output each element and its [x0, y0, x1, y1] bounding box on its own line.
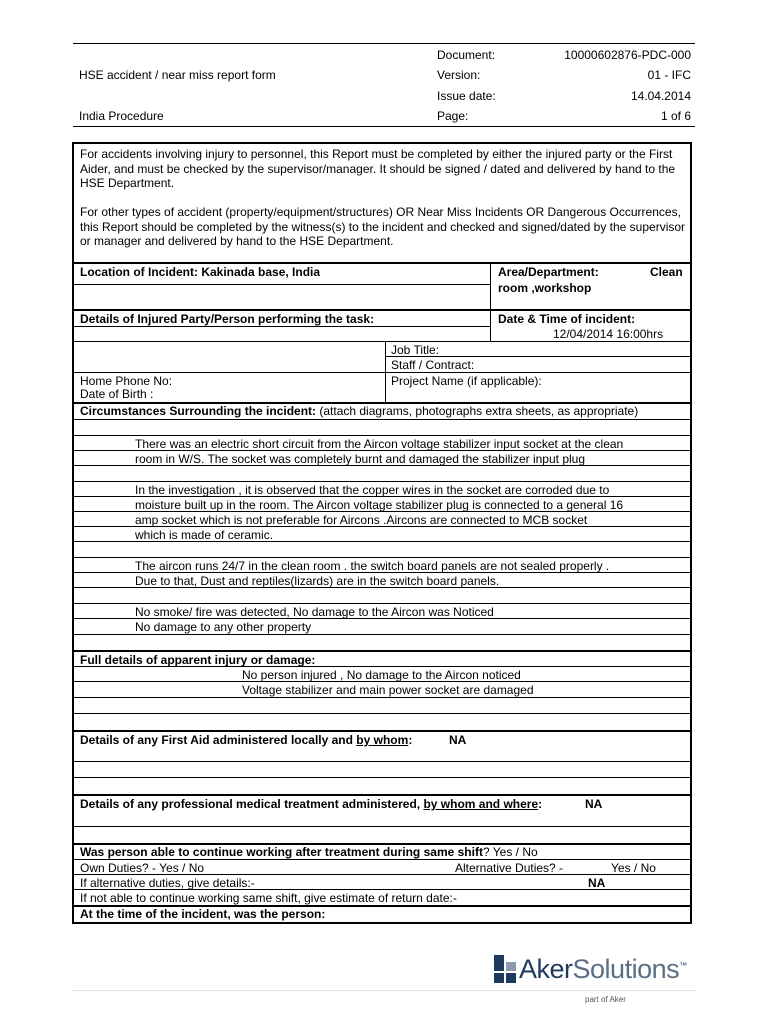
area-value-continued: room ,workshop: [498, 281, 592, 295]
continue-working-text: Was person able to continue working after treatment during same shift: [80, 845, 483, 859]
medical-by-whom: by whom and where: [423, 797, 539, 811]
circumstance-line: Due to that, Dust and reptiles(lizards) are in the switch board panels.: [135, 574, 500, 588]
rule: [73, 713, 691, 714]
circumstance-line: room in W/S. The socket was completely burnt and damaged the stabilizer input plug: [135, 452, 586, 466]
rule: [73, 777, 691, 778]
medical-treatment-value: NA: [585, 797, 603, 811]
circumstance-line: amp socket which is not preferable for Aircons .Aircons are connected to MCB socket: [135, 513, 588, 527]
injury-detail-line: No person injured , No damage to the Aircon noticed: [242, 668, 521, 682]
procedure-name: India Procedure: [79, 109, 164, 123]
medical-treatment-label: [80, 797, 542, 811]
rule: [73, 326, 490, 327]
page-number: 1 of 6: [660, 109, 691, 123]
area-value: Clean: [650, 265, 683, 279]
rule: [73, 435, 691, 436]
circumstance-line: There was an electric short circuit from the Aircon voltage stabilizer input socket at the clean: [135, 437, 624, 451]
rule: [73, 634, 691, 635]
issue-date-label: Issue date:: [437, 89, 496, 103]
rule: [73, 650, 691, 652]
column-divider: [490, 263, 491, 341]
circumstances-hint: (attach diagrams, photographs extra sheets, as appropriate): [316, 404, 639, 418]
continue-working-question: [80, 845, 538, 859]
alternative-details-label: If alternative duties, give details:-: [80, 876, 255, 890]
damage-detail-line: Voltage stabilizer and main power socket are damaged: [242, 683, 534, 697]
rule: [73, 697, 691, 698]
rule: [73, 557, 691, 558]
circumstance-line: No damage to any other property: [135, 620, 312, 634]
rule: [73, 794, 691, 796]
intro-paragraph-1: For accidents involving injury to personnel, this Report must be completed by either the injured party or the First Aider, and must be checked by the supervisor/manager. It should be signed / dated and delivered by hand to the HSE Department.: [80, 147, 676, 190]
rule: [73, 481, 691, 482]
intro-paragraph-2: For other types of accident (property/equipment/structures) OR Near Miss Incidents OR Dangerous Occurrences, this Report should be completed by the witness(s) to the incident and checked and signed/dated by the supervisor or manager and delivered by hand to the HSE Department.: [80, 205, 686, 248]
document-header: [73, 43, 695, 127]
rule: [73, 730, 691, 732]
brand-name-aker: Aker: [519, 954, 573, 984]
home-phone-label: Home Phone No:: [80, 374, 173, 388]
project-name-label: Project Name (if applicable):: [391, 374, 542, 388]
rule: [73, 341, 691, 342]
brand-name-solutions: Solutions: [572, 954, 680, 984]
medical-colon: :: [538, 797, 543, 811]
rule: [73, 309, 691, 311]
rule: [73, 372, 691, 373]
staff-contract-label: Staff / Contract:: [391, 358, 475, 372]
form-title: HSE accident / near miss report form: [79, 68, 276, 82]
rule: [73, 859, 691, 860]
version-value: 01 - IFC: [647, 68, 691, 82]
first-aid-label: [80, 733, 412, 747]
return-date-label: If not able to continue working same shift, give estimate of return date:-: [80, 891, 457, 905]
area-label: Area/Department:: [498, 265, 599, 279]
footer-rule: [73, 990, 695, 991]
rule: [73, 262, 691, 264]
rule: [73, 826, 691, 827]
first-aid-value: NA: [449, 733, 467, 747]
circumstance-line: No smoke/ fire was detected, No damage to the Aircon was Noticed: [135, 605, 494, 619]
version-label: Version:: [437, 68, 481, 82]
date-time-label: Date & Time of incident:: [498, 312, 636, 326]
aker-logo-icon: [494, 955, 516, 983]
injury-damage-label: Full details of apparent injury or damage:: [80, 653, 316, 667]
document-label: Document:: [437, 48, 496, 62]
column-divider: [385, 341, 386, 402]
injured-party-label: Details of Injured Party/Person performing the task:: [80, 312, 375, 326]
issue-date-value: 14.04.2014: [630, 89, 691, 103]
circumstances-label: Circumstances Surrounding the incident:: [80, 404, 317, 418]
alternative-duties-label: Alternative Duties? -: [455, 861, 564, 875]
first-aid-colon: :: [408, 733, 413, 747]
rule: [73, 284, 490, 285]
location-label: Location of Incident: Kakinada base, India: [80, 265, 321, 279]
rule: [73, 603, 691, 604]
circumstance-line: which is made of ceramic.: [135, 528, 274, 542]
circumstances-heading: [80, 404, 638, 418]
rule: [73, 761, 691, 762]
date-time-value: 12/04/2014 16:00hrs: [553, 327, 664, 341]
circumstance-line: In the investigation , it is observed that the copper wires in the socket are corroded due to: [135, 483, 610, 497]
page-label: Page:: [437, 109, 469, 123]
first-aid-by-whom: by whom: [356, 733, 409, 747]
date-of-birth-label: Date of Birth :: [80, 387, 154, 401]
brand-wordmark: [519, 954, 687, 985]
rule: [73, 419, 691, 420]
alternative-duties-answer: Yes / No: [611, 861, 656, 875]
circumstance-line: The aircon runs 24/7 in the clean room . the switch board panels are not sealed properly .: [135, 559, 610, 573]
time-of-incident-label: At the time of the incident, was the person:: [80, 907, 326, 921]
alternative-details-value: NA: [588, 876, 606, 890]
medical-label-text: Details of any professional medical treatment administered,: [80, 797, 424, 811]
job-title-label: Job Title:: [391, 343, 440, 357]
document-number: 10000602876-PDC-000: [564, 48, 691, 62]
circumstance-line: moisture built up in the room. The Aircon voltage stabilizer plug is connected to a general 16: [135, 498, 624, 512]
own-duties-field: Own Duties? - Yes / No: [80, 861, 205, 875]
first-aid-label-text: Details of any First Aid administered locally and: [80, 733, 357, 747]
continue-working-answer: ? Yes / No: [482, 845, 538, 859]
trademark-mark: ™: [679, 961, 687, 970]
part-of-aker: part of Aker: [585, 995, 626, 1004]
